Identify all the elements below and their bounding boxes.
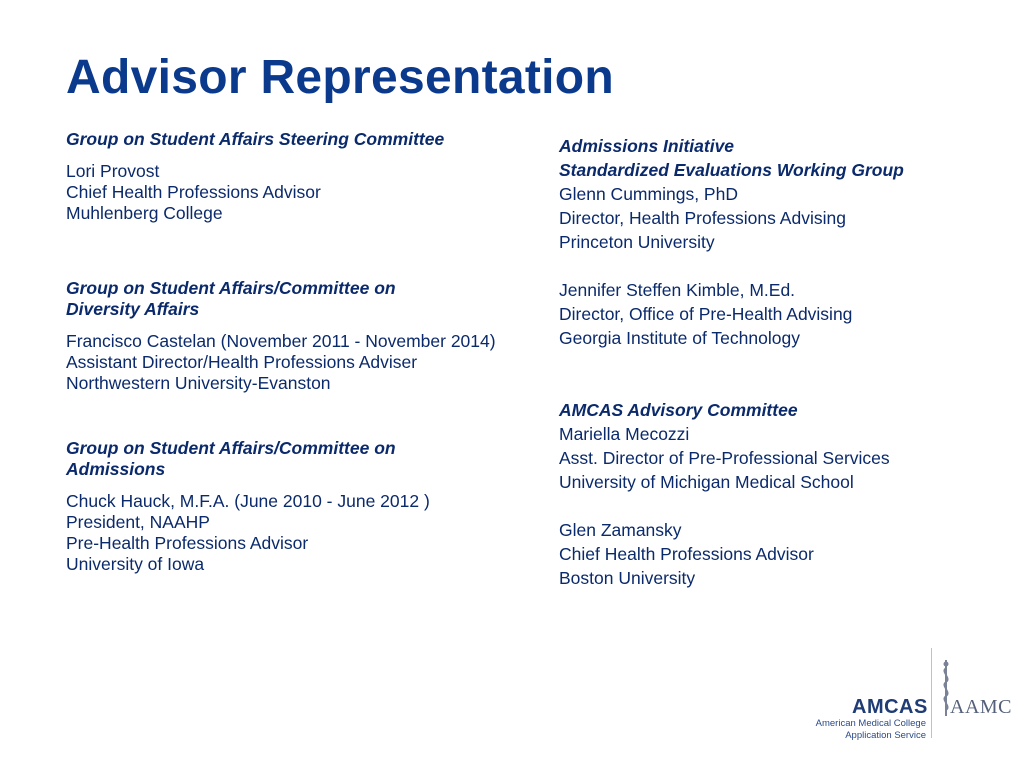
advisor-title: Director, Health Professions Advising (559, 208, 846, 228)
advisor-name: Jennifer Steffen Kimble, M.Ed. (559, 280, 796, 300)
advisor-title: Chief Health Professions Advisor (559, 544, 814, 564)
left-column (66, 129, 516, 595)
section-gsa-diversity (66, 278, 516, 394)
aamc-wordmark: AAMC (950, 696, 1013, 718)
amcas-subtitle-line1: American Medical College (815, 718, 926, 729)
section-heading: Group on Student Affairs/Committee on Admissions (66, 438, 396, 479)
advisor-name: Francisco Castelan (November 2011 - November 2014) (66, 331, 496, 351)
amcas-subtitle-line2: Application Service (845, 730, 926, 741)
amcas-wordmark: AMCAS (852, 696, 928, 718)
advisor-institution: Northwestern University-Evanston (66, 373, 331, 393)
advisor-name: Chuck Hauck, M.F.A. (June 2010 - June 2012 ) (66, 491, 430, 511)
advisor-title: Asst. Director of Pre-Professional Services (559, 448, 890, 468)
right-column (559, 134, 999, 590)
advisor-title: Assistant Director/Health Professions Adviser (66, 352, 418, 372)
advisor-name: Glen Zamansky (559, 520, 682, 540)
advisor-name: Glenn Cummings, PhD (559, 184, 738, 204)
amcas-subtitle (808, 718, 926, 742)
page-title: Advisor Representation (66, 51, 615, 104)
section-gsa-admissions (66, 438, 516, 575)
amcas-aamc-logo (800, 640, 1020, 750)
advisor-institution: Boston University (559, 568, 696, 588)
section-heading: Group on Student Affairs Steering Committee (66, 129, 445, 149)
advisor-institution: Princeton University (559, 232, 715, 252)
advisor-title: Director, Office of Pre-Health Advising (559, 304, 853, 324)
section-heading: Admissions Initiative (559, 136, 735, 156)
section-gsa-steering (66, 129, 516, 224)
advisor-title: President, NAAHP (66, 512, 210, 532)
advisor-title: Chief Health Professions Advisor (66, 182, 321, 202)
advisor-position: Pre-Health Professions Advisor (66, 533, 309, 553)
section-heading: AMCAS Advisory Committee (559, 400, 798, 420)
advisor-name: Mariella Mecozzi (559, 424, 690, 444)
logo-divider (931, 648, 932, 738)
advisor-institution: Georgia Institute of Technology (559, 328, 800, 348)
section-heading: Group on Student Affairs/Committee on Diversity Affairs (66, 278, 396, 319)
advisor-institution: University of Michigan Medical School (559, 472, 854, 492)
advisor-name: Lori Provost (66, 161, 160, 181)
advisor-institution: Muhlenberg College (66, 203, 223, 223)
advisor-institution: University of Iowa (66, 554, 205, 574)
section-subheading: Standardized Evaluations Working Group (559, 160, 904, 180)
